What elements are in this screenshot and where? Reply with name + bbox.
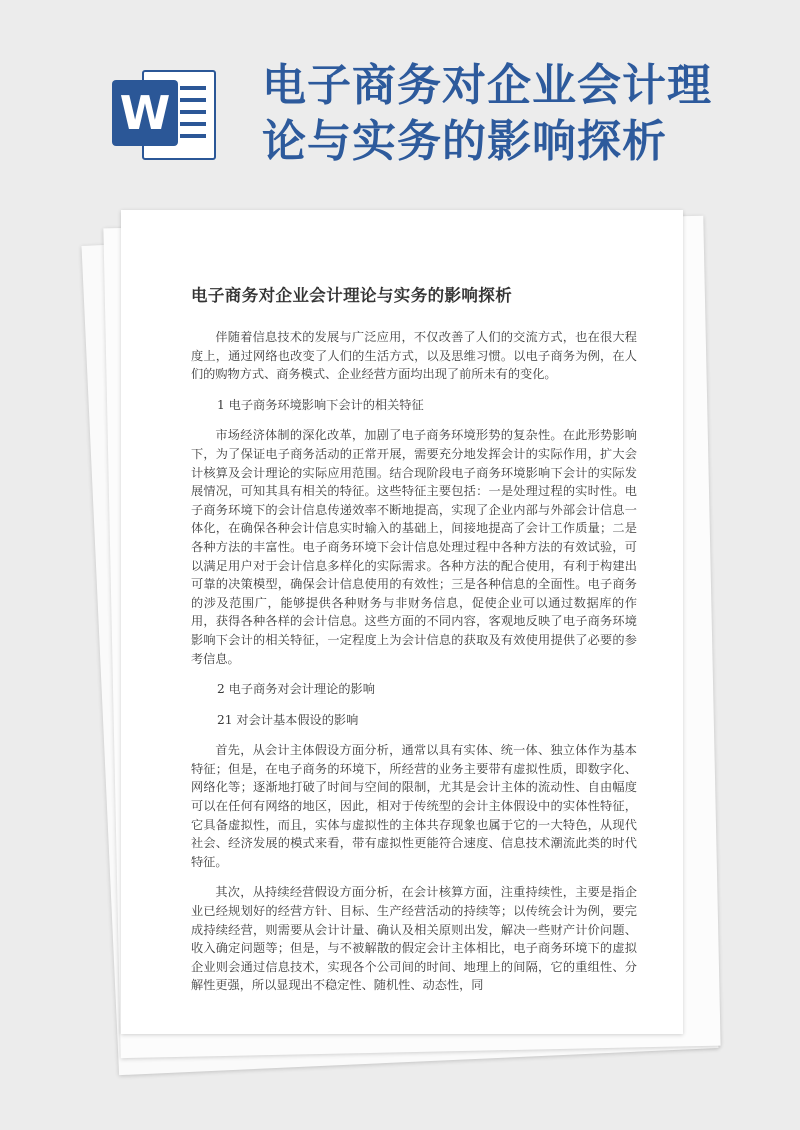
- page-title-line-2: 论与实务的影响探析: [262, 116, 667, 167]
- document-page: [121, 210, 683, 1034]
- section-heading-1: 1 电子商务环境影响下会计的相关特征: [217, 397, 424, 412]
- subsection-heading-2-1: 21 对会计基本假设的影响: [217, 712, 359, 727]
- word-badge: W: [112, 80, 178, 146]
- page-title: [262, 58, 732, 170]
- document-title: 电子商务对企业会计理论与实务的影响探析: [191, 286, 513, 305]
- section-heading-2: 2 电子商务对会计理论的影响: [217, 682, 375, 697]
- paragraph-intro: 伴随着信息技术的发展与广泛应用，不仅改善了人们的交流方式，也在很大程度上，通过网络也改变了人们的生活方式，以及思维习惯。以电子商务为例，在人们的购物方式、商务模式、企业经营方面均出现了前所未有的变化。: [191, 330, 637, 382]
- word-document-icon: [112, 62, 216, 162]
- paragraph-entity-assumption: 首先，从会计主体假设方面分析，通常以具有实体、统一体、独立体作为基本特征；但是，在电子商务的环境下，所经营的业务主要带有虚拟性质，即数字化、网络化等；逐渐地打破了时间与空间的限制，尤其是会计主体的流动性、自由幅度可以在任何有网络的地区，因此，相对于传统型的会计主体假设中的实体性特征，它具备虚拟性，而且，实体与虚拟性的主体共存现象也属于它的一大特色，从现代社会、经济发展的模式来看，带有虚拟性更能符合速度、信息技术潮流此类的时代特征。: [191, 743, 637, 869]
- paragraph-characteristics: 市场经济体制的深化改革，加剧了电子商务环境形势的复杂性。在此形势影响下，为了保证电子商务活动的正常开展，需要充分地发挥会计的实际作用，扩大会计核算及会计理论的实际应用范围。结合现阶段电子商务环境影响下会计的实际发展情况，可知其具有相关的特征。这些特征主要包括：一是处理过程的实时性。电子商务环境下的会计信息传递效率不断地提高，实现了企业内部与外部会计信息一体化，在确保各种会计信息实时输入的基础上，间接地提高了会计工作质量；二是各种方法的丰富性。电子商务环境下会计信息处理过程中各种方法的有效试验，可以满足用户对于会计信息多样化的实际需求。各种方法的配合使用，有利于构建出可靠的决策模型，确保会计信息使用的有效性；三是各种信息的全面性。电子商务的涉及范围广，能够提供各种财务与非财务信息，促使企业可以通过数据库的作用，获得各种各样的会计信息。这些方面的不同内容，客观地反映了电子商务环境影响下会计的相关特征，一定程度上为会计信息的获取及有效使用提供了必要的参考信息。: [191, 428, 637, 666]
- header-banner: [0, 0, 800, 200]
- page-title-line-1: 电子商务对企业会计理: [262, 60, 712, 111]
- paragraph-going-concern: 其次，从持续经营假设方面分析，在会计核算方面，注重持续性，主要是指企业已经规划好的经营方针、目标、生产经营活动的持续等；以传统会计为例，要完成持续经营，则需要从会计计量、确认及相关原则出发，解决一些财产计价问题、收入确定问题等；但是，与不被解散的假定会计主体相比，电子商务环境下的虚拟企业则会通过信息技术，实现各个公司间的时间、地理上的间隔，它的重组性、分解性更强，所以显现出不稳定性、随机性、动态性，同: [191, 885, 637, 993]
- document-body: [191, 328, 637, 1007]
